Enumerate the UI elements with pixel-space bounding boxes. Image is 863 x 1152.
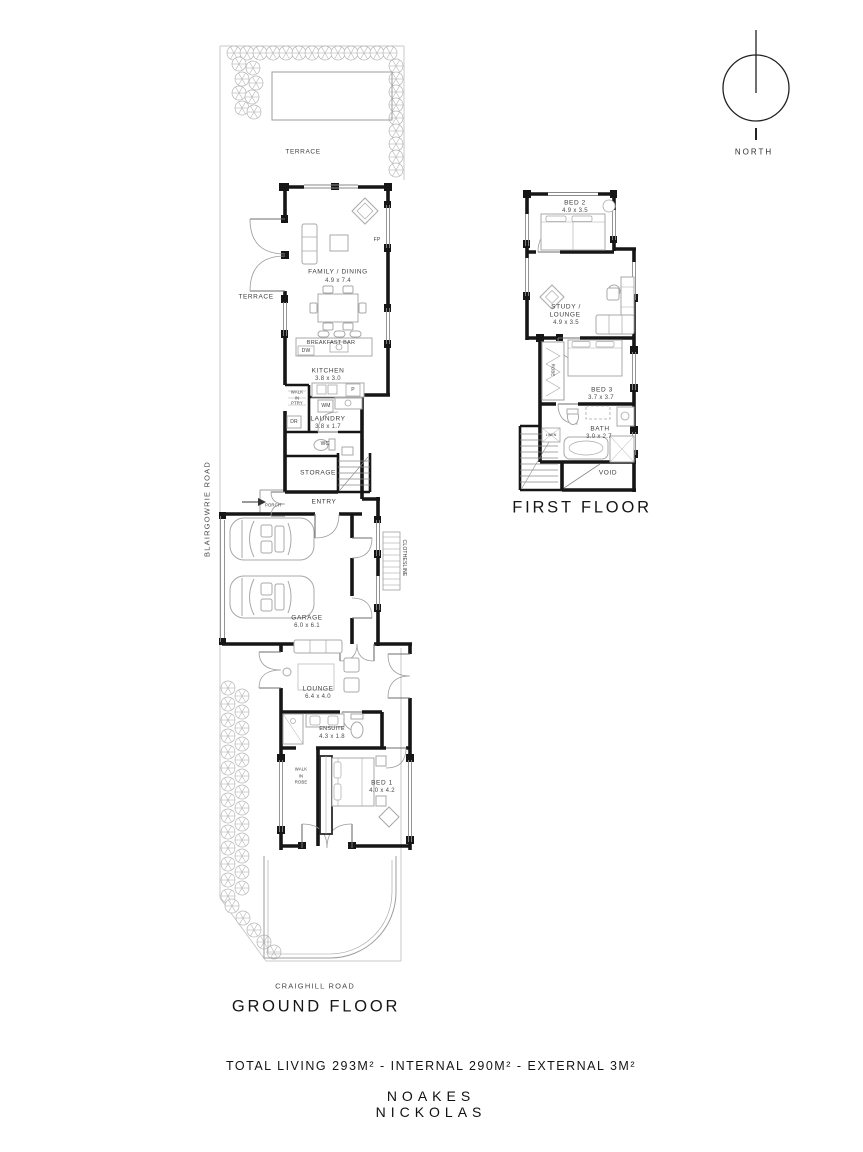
- label-study-2: LOUNGE: [549, 311, 581, 319]
- label-bed1: BED 1: [371, 779, 393, 787]
- label-bath: BATH: [590, 425, 610, 433]
- label-washing-machine: WM: [321, 403, 331, 409]
- ground-floor-title: GROUND FLOOR: [231, 997, 401, 1016]
- label-ensuite-dims: 4.3 x 1.8: [319, 733, 345, 740]
- label-entry: ENTRY: [311, 498, 337, 506]
- label-ensuite: ENSUITE: [319, 726, 345, 732]
- label-bath-dims: 3.0 x 2.7: [586, 433, 612, 440]
- label-study-dims: 4.9 x 3.5: [553, 320, 579, 326]
- first-floor-title: FIRST FLOOR: [512, 498, 652, 517]
- brand-name-line2: NICKOLAS: [375, 1104, 487, 1120]
- label-bed3-dims: 3.7 x 3.7: [588, 394, 614, 401]
- label-lounge-dims: 6.4 x 4.0: [305, 694, 331, 700]
- label-robe-ff: ROBE: [550, 363, 556, 377]
- label-robe-2: IN: [298, 773, 304, 778]
- label-robe-3: ROBE: [294, 779, 308, 785]
- label-north: NORTH: [734, 147, 774, 157]
- label-void: VOID: [598, 469, 618, 477]
- label-breakfast-bar: BREAKFAST BAR: [306, 340, 356, 346]
- label-laundry-dims: 3.8 x 1.7: [315, 423, 341, 430]
- label-laundry: LAUNDRY: [310, 415, 346, 423]
- total-living-areas: TOTAL LIVING 293M² - INTERNAL 290M² - EXTERNAL 3M²: [225, 1059, 637, 1073]
- label-family-dining: FAMILY / DINING: [308, 268, 368, 276]
- label-study-1: STUDY /: [551, 303, 581, 311]
- label-porch: PORCH: [264, 502, 282, 508]
- brand-name-line1: NOAKES: [386, 1088, 476, 1104]
- label-kitchen-dims: 3.8 x 3.0: [315, 376, 341, 382]
- label-clothesline: CLOTHESLINE: [401, 539, 407, 577]
- label-dishwasher: DW: [301, 348, 311, 354]
- label-storage: STORAGE: [300, 469, 336, 477]
- label-fireplace: FP: [373, 237, 381, 243]
- label-kitchen: KITCHEN: [311, 367, 345, 375]
- label-craighill-road: CRAIGHILL ROAD: [275, 981, 355, 991]
- label-pantry-3: PTRY: [291, 400, 303, 406]
- label-bed1-dims: 4.0 x 4.2: [369, 788, 395, 794]
- label-pantry-unit: P: [351, 387, 355, 393]
- label-bed2-dims: 4.9 x 3.5: [562, 208, 588, 214]
- label-dryer: DR: [290, 419, 298, 425]
- label-blairgowrie-road: BLAIRGOWRIE ROAD: [202, 461, 212, 557]
- label-garage: GARAGE: [291, 614, 323, 622]
- label-terrace-west: TERRACE: [238, 293, 274, 301]
- label-bed2: BED 2: [564, 199, 586, 207]
- label-garage-dims: 6.0 x 6.1: [294, 623, 320, 629]
- label-family-dining-dims: 4.9 x 7.4: [325, 278, 351, 284]
- label-pantry-2: IN: [294, 395, 300, 400]
- label-wc: WC: [320, 441, 330, 447]
- label-terrace-top: TERRACE: [285, 148, 321, 156]
- label-bed3: BED 3: [591, 386, 613, 394]
- label-robe-1: WALK: [294, 766, 308, 772]
- label-linen: LINEN: [545, 433, 557, 437]
- label-pantry-1: WALK: [290, 389, 304, 395]
- label-lounge: LOUNGE: [302, 685, 334, 693]
